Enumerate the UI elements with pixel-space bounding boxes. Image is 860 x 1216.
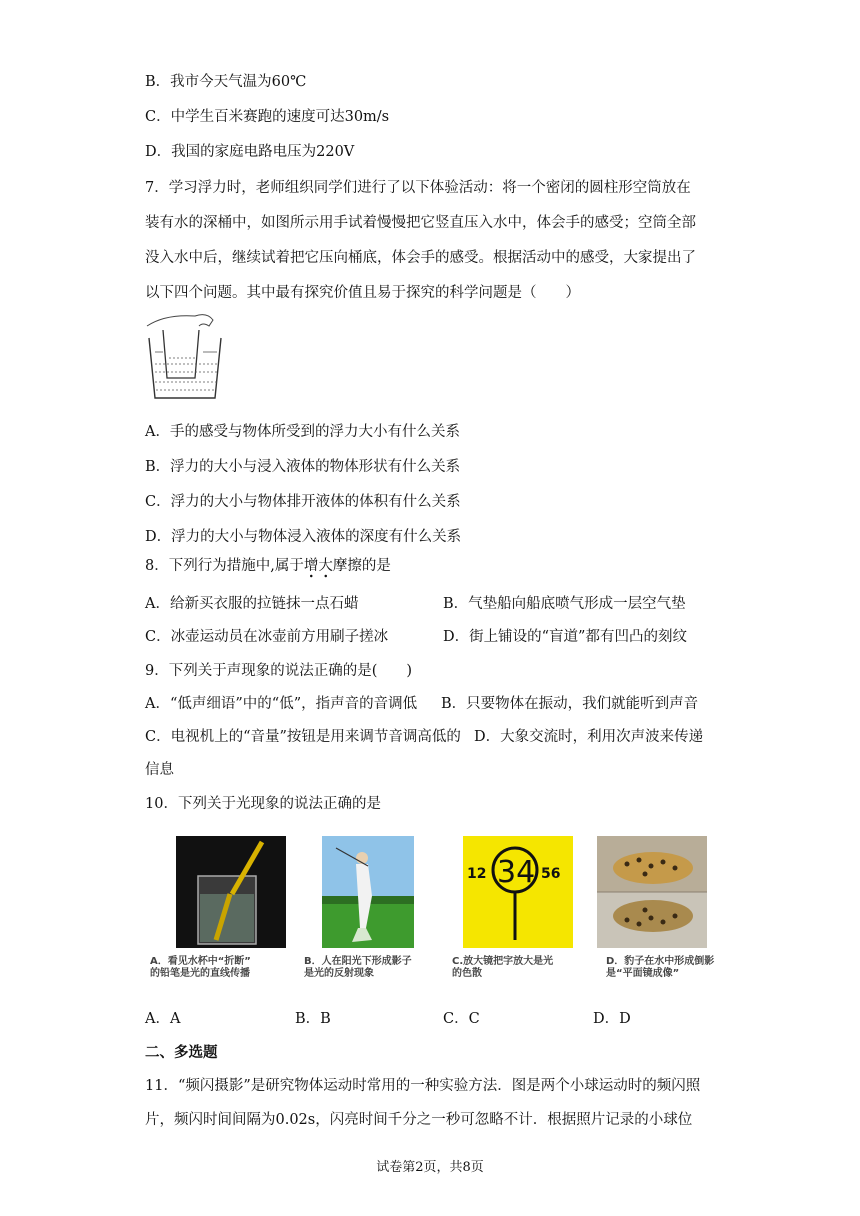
q7-stem-line-1: 7．学习浮力时，老师组织同学们进行了以下体验活动：将一个密闭的圆柱形空筒放在 <box>145 180 691 196</box>
q7-option-c: C．浮力的大小与物体排开液体的体积有什么关系 <box>145 494 461 510</box>
q10-option-a: A．A <box>145 1011 181 1027</box>
q8-option-a: A．给新买衣服的拉链抹一点石蜡 <box>145 596 359 612</box>
q7-stem-line-4: 以下四个问题。其中最有探究价值且易于探究的科学问题是（ ） <box>145 285 580 301</box>
image-d-caption: D．豹子在水中形成倒影 是“平面镜成像” <box>606 956 715 979</box>
q11-stem-line-1: 11．“频闪摄影”是研究物体运动时常用的一种实验方法．图是两个小球运动时的频闪照 <box>145 1078 701 1094</box>
q9-option-d: D．大象交流时，利用次声波来传递 <box>474 729 704 745</box>
q9-option-d-continued: 信息 <box>145 762 174 778</box>
q8-option-c: C．冰壶运动员在冰壶前方用刷子搓冰 <box>145 629 389 645</box>
q10-option-d: D．D <box>593 1011 631 1027</box>
magnifier-icon <box>463 836 573 948</box>
q8-option-d: D．街上铺设的“盲道”都有凹凸的刻纹 <box>443 629 687 645</box>
leopard-reflection-icon <box>597 836 707 948</box>
q9-option-a: A．“低声细语”中的“低”，指声音的音调低 <box>145 696 418 712</box>
q10-option-b: B．B <box>295 1011 331 1027</box>
beaker-pencil-icon <box>176 836 286 948</box>
image-c-caption: C.放大镜把字放大是光 的色散 <box>452 956 554 979</box>
page-footer: 试卷第2页，共8页 <box>376 1160 484 1175</box>
q6-option-c: C．中学生百米赛跑的速度可达30m/s <box>145 109 390 125</box>
section-title-multiple-choice: 二、多选题 <box>145 1044 218 1061</box>
q7-option-a: A．手的感受与物体所受到的浮力大小有什么关系 <box>145 424 460 440</box>
svg-text:12: 12 <box>467 866 487 882</box>
svg-text:34: 34 <box>497 855 536 890</box>
image-a-caption: A．看见水杯中“折断” 的铅笔是光的直线传播 <box>150 956 251 979</box>
q9-option-c: C．电视机上的“音量”按钮是用来调节音调高低的 <box>145 729 461 745</box>
svg-text:56: 56 <box>541 866 561 882</box>
q10-stem: 10．下列关于光现象的说法正确的是 <box>145 796 381 812</box>
golfer-icon <box>322 836 414 948</box>
q7-stem-line-2: 装有水的深桶中，如图所示用手试着慢慢把它竖直压入水中，体会手的感受；空筒全部 <box>145 215 696 231</box>
q7-option-d: D．浮力的大小与物体浸入液体的深度有什么关系 <box>145 529 462 545</box>
q6-option-b: B．我市今天气温为60℃ <box>145 74 307 90</box>
q10-option-c: C．C <box>443 1011 480 1027</box>
q8-stem: 8．下列行为措施中,属于增大摩擦的是 <box>145 556 391 576</box>
q7-option-b: B．浮力的大小与浸入液体的物体形状有什么关系 <box>145 459 461 475</box>
q9-option-b: B．只要物体在振动，我们就能听到声音 <box>441 696 699 712</box>
q8-option-b: B．气垫船向船底喷气形成一层空气垫 <box>443 596 686 612</box>
bucket-hand-icon <box>145 308 225 400</box>
q7-stem-line-3: 没入水中后，继续试着把它压向桶底，体会手的感受。根据活动中的感受，大家提出了 <box>145 250 696 266</box>
q9-stem: 9．下列关于声现象的说法正确的是( ) <box>145 663 413 679</box>
image-b-caption: B．人在阳光下形成影子 是光的反射现象 <box>304 956 412 979</box>
emphasis-dots: 增大 <box>304 558 333 578</box>
q6-option-d: D．我国的家庭电路电压为220V <box>145 144 355 160</box>
q11-stem-line-2: 片，频闪时间间隔为0.02s，闪亮时间千分之一秒可忽略不计．根据照片记录的小球位 <box>145 1112 693 1128</box>
